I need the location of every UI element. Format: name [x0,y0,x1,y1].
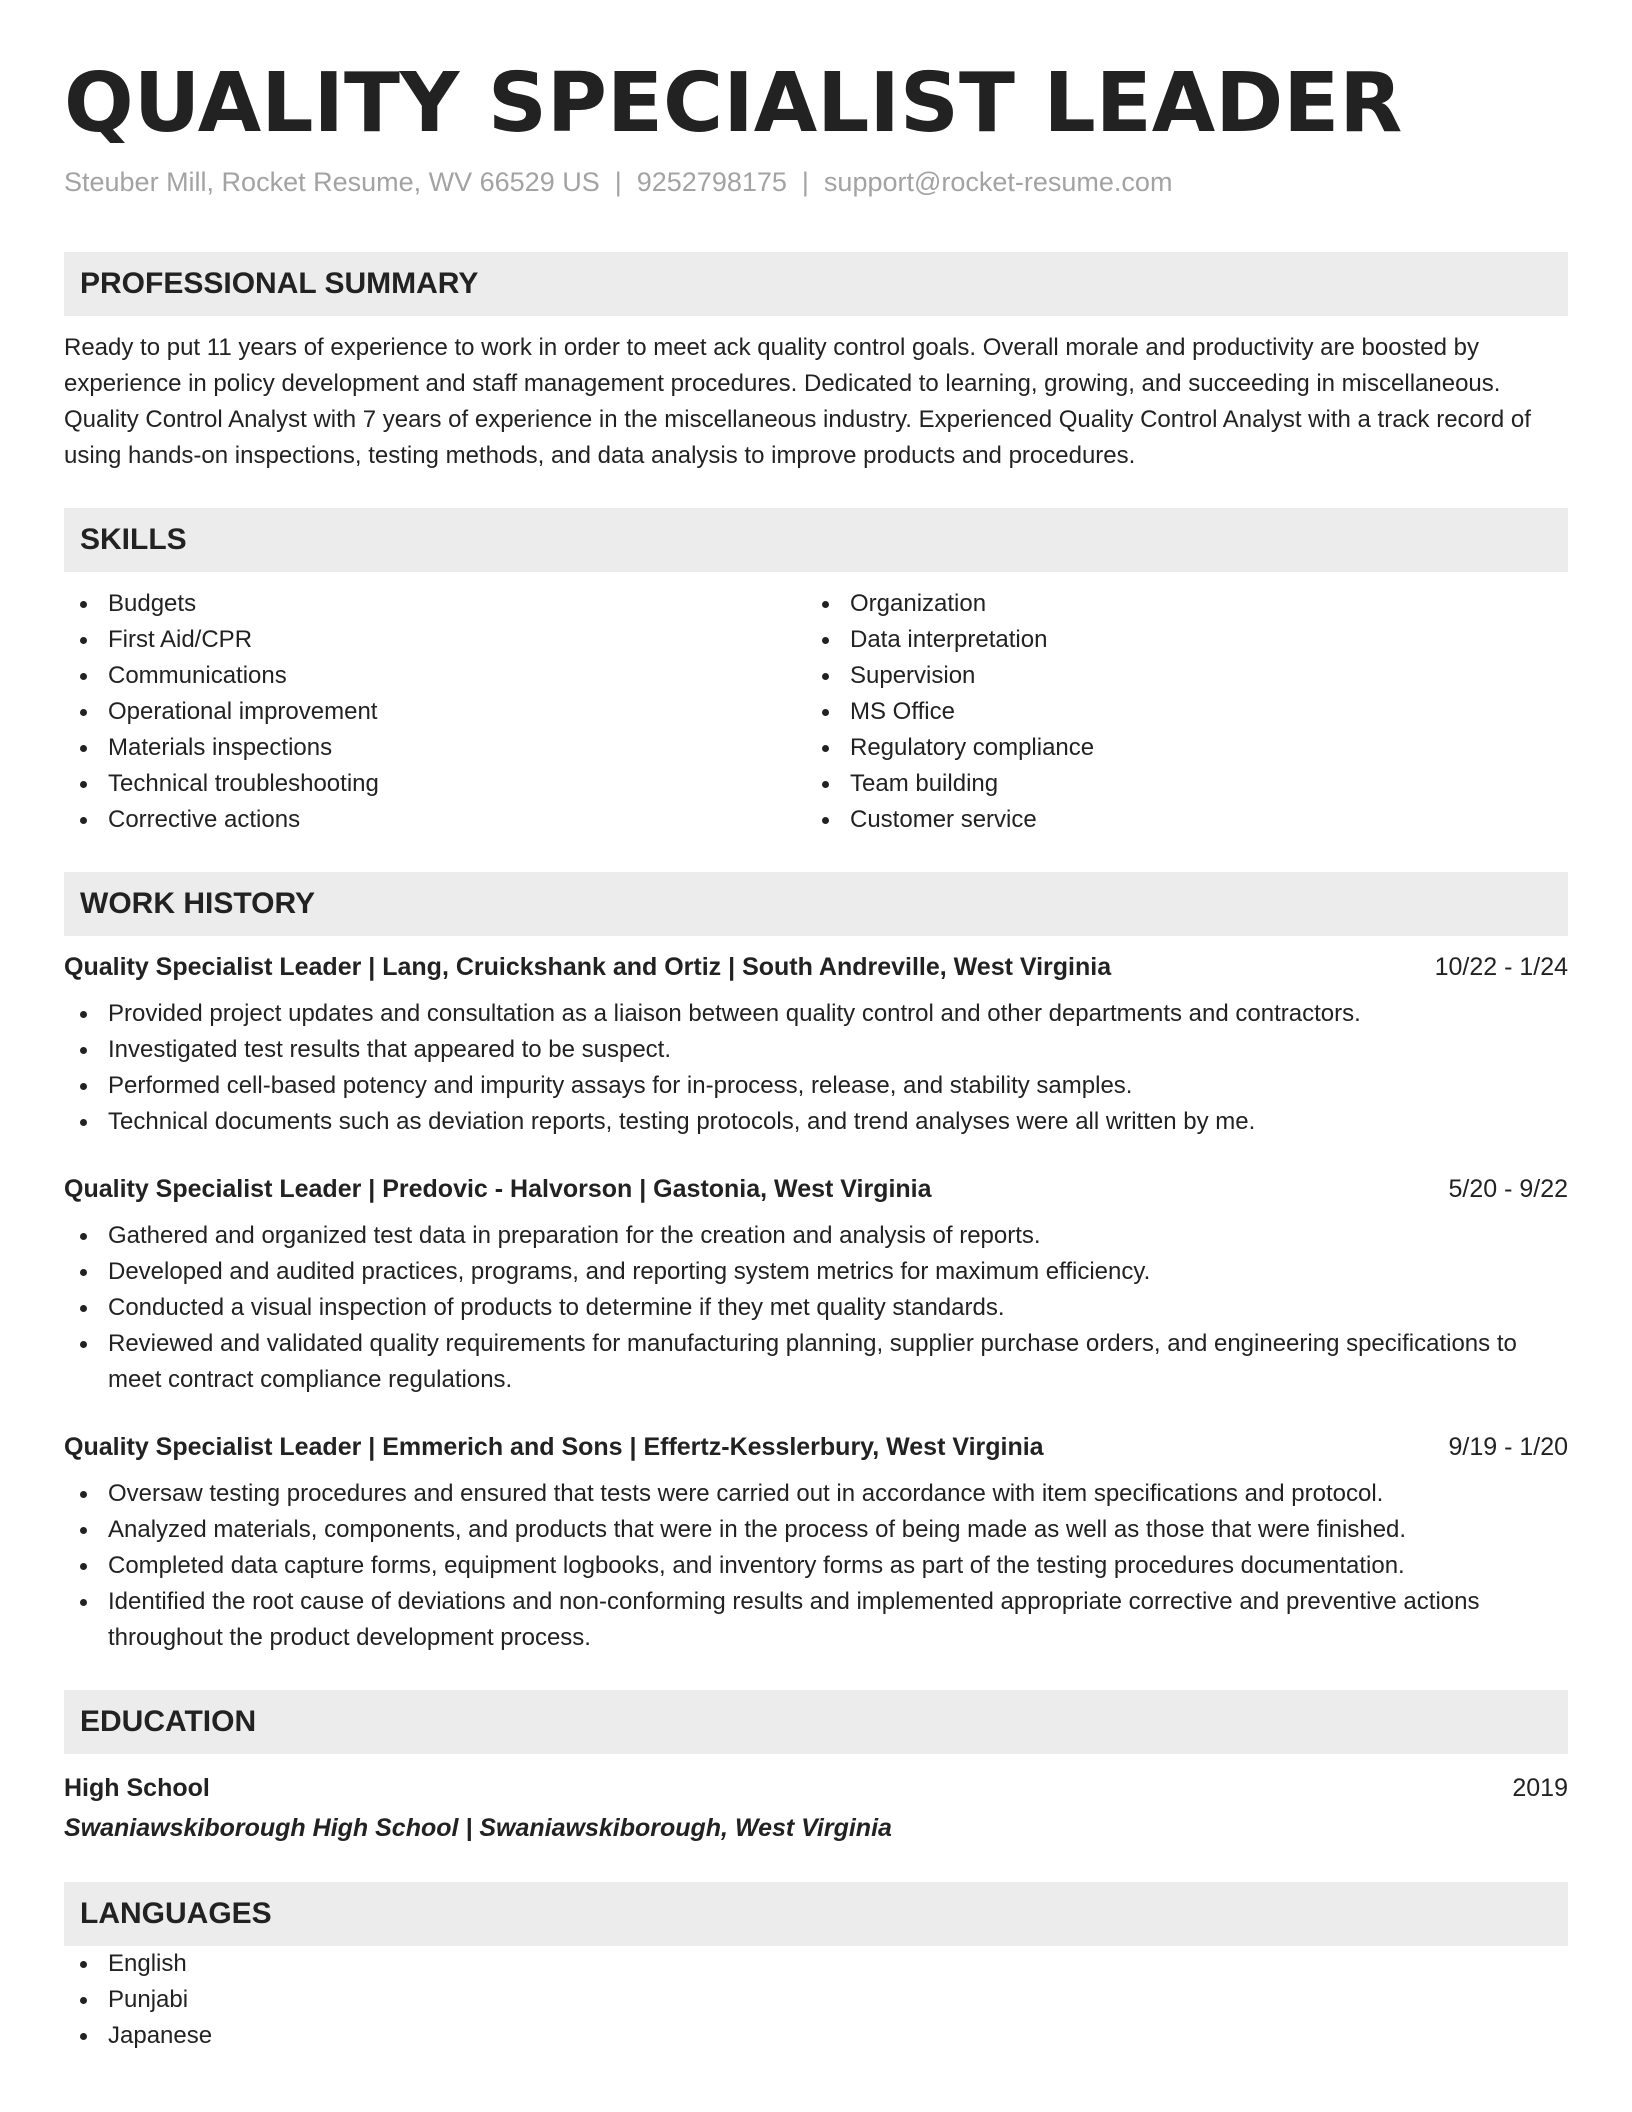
skills-column-left [64,586,806,838]
job-title: Quality Specialist Leader | Predovic - Halvorson | Gastonia, West Virginia [64,1175,932,1203]
skill-item: Organization [806,586,1548,622]
education-year: 2019 [1512,1774,1568,1802]
phone: 9252798175 [636,167,787,197]
job-header [64,1426,1568,1468]
skill-item: Regulatory compliance [806,730,1548,766]
job-dates: 10/22 - 1/24 [1434,953,1568,981]
job-bullets [64,1218,1568,1398]
language-item: Japanese [64,2018,1568,2054]
education-heading: EDUCATION [64,1690,1568,1754]
job-entry [64,1168,1568,1398]
education-school: Swaniawskiborough High School | Swaniawskiborough, West Virginia [64,1814,892,1842]
skills-list [64,586,1568,838]
skills-heading: SKILLS [64,508,1568,572]
job-bullet: Performed cell-based potency and impurity assays for in-process, release, and stability samples. [64,1068,1568,1104]
job-bullet: Oversaw testing procedures and ensured that tests were carried out in accordance with item specifications and protocol. [64,1476,1568,1512]
work-history-heading: WORK HISTORY [64,872,1568,936]
address: Steuber Mill, Rocket Resume, WV 66529 US [64,167,600,197]
job-entry [64,946,1568,1140]
email: support@rocket-resume.com [823,167,1173,197]
skill-item: Customer service [806,802,1548,838]
job-bullet: Gathered and organized test data in preparation for the creation and analysis of reports. [64,1218,1568,1254]
job-title: Quality Specialist Leader | Lang, Cruickshank and Ortiz | South Andreville, West Virginia [64,953,1112,981]
job-bullets [64,1476,1568,1656]
job-dates: 9/19 - 1/20 [1448,1433,1568,1461]
skill-item: Materials inspections [64,730,806,766]
skills-column-right [806,586,1548,838]
job-entry [64,1426,1568,1656]
candidate-name: QUALITY SPECIALIST LEADER [64,56,1403,151]
job-bullet: Reviewed and validated quality requirements for manufacturing planning, supplier purchase orders, and engineering specifications to meet contract compliance regulations. [64,1326,1568,1398]
job-bullet: Completed data capture forms, equipment logbooks, and inventory forms as part of the testing procedures documentation. [64,1548,1568,1584]
job-title: Quality Specialist Leader | Emmerich and Sons | Effertz-Kesslerbury, West Virginia [64,1433,1044,1461]
summary-heading: PROFESSIONAL SUMMARY [64,252,1568,316]
skill-item: Technical troubleshooting [64,766,806,802]
summary-text: Ready to put 11 years of experience to work in order to meet ack quality control goals. Overall morale and productivity are boosted by experience in policy development and staff management procedures. Dedicated to learning, growing, and succeeding in miscellaneous. Quality Control Analyst with 7 years of experience in the miscellaneous industry. Experienced Quality Control Analyst with a track record of using hands-on inspections, testing methods, and data analysis to improve products and procedures. [64,334,1531,469]
skill-item: Data interpretation [806,622,1548,658]
job-bullet: Technical documents such as deviation reports, testing protocols, and trend analyses were all written by me. [64,1104,1568,1140]
job-bullet: Analyzed materials, components, and products that were in the process of being made as well as those that were finished. [64,1512,1568,1548]
language-item: Punjabi [64,1982,1568,2018]
education-entry [64,1768,1568,1848]
separator: | [614,167,622,197]
job-bullet: Investigated test results that appeared to be suspect. [64,1032,1568,1068]
skill-item: First Aid/CPR [64,622,806,658]
skill-item: Operational improvement [64,694,806,730]
job-header [64,946,1568,988]
separator: | [801,167,809,197]
job-bullet: Conducted a visual inspection of products to determine if they met quality standards. [64,1290,1568,1326]
job-dates: 5/20 - 9/22 [1448,1175,1568,1203]
skill-item: Communications [64,658,806,694]
skill-item: Supervision [806,658,1548,694]
job-bullet: Provided project updates and consultation as a liaison between quality control and other departments and contractors. [64,996,1568,1032]
education-header [64,1768,1568,1808]
education-degree: High School [64,1774,210,1802]
skill-item: Budgets [64,586,806,622]
skill-item: Corrective actions [64,802,806,838]
job-bullets [64,996,1568,1140]
languages-list [64,1946,1568,2054]
language-item: English [64,1946,1568,1982]
contact-line [64,162,1568,202]
job-bullet: Developed and audited practices, programs, and reporting system metrics for maximum efficiency. [64,1254,1568,1290]
skill-item: MS Office [806,694,1548,730]
job-bullet: Identified the root cause of deviations and non-conforming results and implemented appropriate corrective and preventive actions throughout the product development process. [64,1584,1568,1656]
languages-heading: LANGUAGES [64,1882,1568,1946]
skill-item: Team building [806,766,1548,802]
job-header [64,1168,1568,1210]
